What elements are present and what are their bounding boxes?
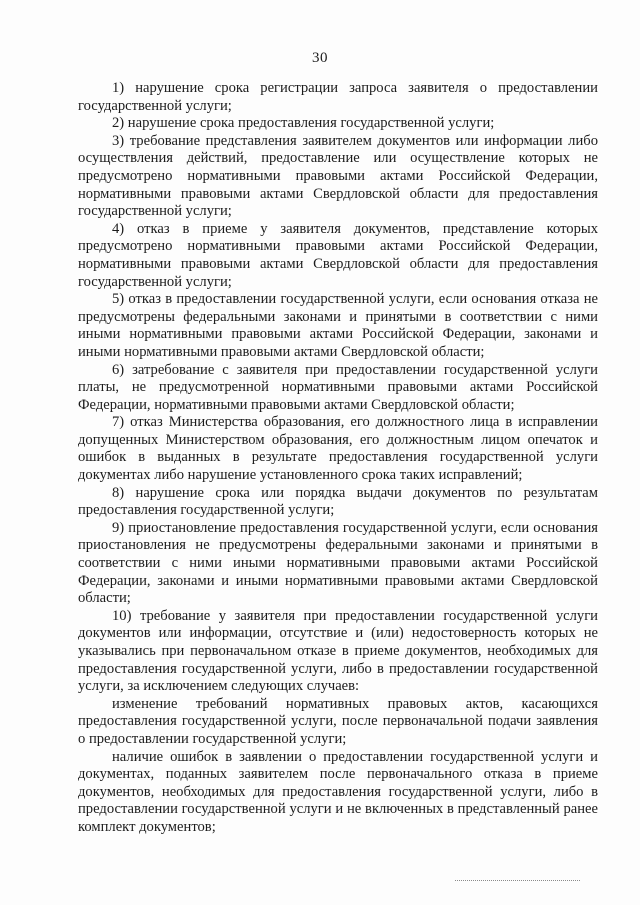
page-number: 30 (312, 50, 328, 66)
footer-scan-line (455, 880, 580, 881)
exception-case-1: изменение требований нормативных правовых актов, касающихся предоставления государственной услуги, после первоначальной подачи заявления о предоставлении государственной услуги; (78, 695, 598, 747)
list-item-8: 8) нарушение срока или порядка выдачи документов по результатам предоставления государственной услуги; (78, 484, 598, 519)
list-item-5: 5) отказ в предоставлении государственной услуги, если основания отказа не предусмотрены федеральными законами и принятыми в соответствии с ними иными нормативными правовыми актами Российской Федерации, законами и иными нормативными правовыми актами Свердловской области; (78, 291, 598, 360)
list-item-6: 6) затребование с заявителя при предоставлении государственной услуги платы, не предусмотренной нормативными правовыми актами Российской Федерации, нормативными правовыми актами Свердловской области; (78, 361, 598, 413)
list-item-4: 4) отказ в приеме у заявителя документов, представление которых предусмотрено нормативными правовыми актами Российской Федерации, нормативными правовыми актами Свердловской области для предоставления государственной услуги; (78, 220, 598, 290)
list-item-7: 7) отказ Министерства образования, его должностного лица в исправлении допущенных Министерством образования, его должностным лицом опечаток и ошибок в выданных в результате предоставления государственной услуги документах либо нарушение установленного срока таких исправлений; (78, 414, 598, 484)
list-item-2: 2) нарушение срока предоставления государственной услуги; (112, 115, 495, 132)
exception-case-2: наличие ошибок в заявлении о предоставлении государственной услуги и документах, поданных заявителем после первоначального отказа в приеме документов, необходимых для предоставления государственной услуги, либо в предоставлении государственной услуги и не включенных в представленный ранее комплект документов; (78, 748, 598, 835)
list-item-1: 1) нарушение срока регистрации запроса заявителя о предоставлении государственной услуги; (78, 80, 598, 114)
list-item-9: 9) приостановление предоставления государственной услуги, если основания приостановления не предусмотрены федеральными законами и принятыми в соответствии с ними иными нормативными правовыми актами Российской Федерации, законами и иными нормативными правовыми актами Свердловской области; (78, 519, 598, 607)
list-item-10: 10) требование у заявителя при предоставлении государственной услуги документов или информации, отсутствие и (или) недостоверность которых не указывались при первоначальном отказе в приеме документов, необходимых для предоставления государственной услуги, либо в предоставлении государственной услуги, за исключением следующих случаев: (78, 607, 598, 695)
document-body (78, 80, 598, 837)
list-item-3: 3) требование представления заявителем документов или информации либо осуществления действий, предоставление или осуществление которых не предусмотрено нормативными правовыми актами Российской Федерации, нормативными правовыми актами Свердловской области для предоставления государственной услуги; (78, 132, 598, 220)
